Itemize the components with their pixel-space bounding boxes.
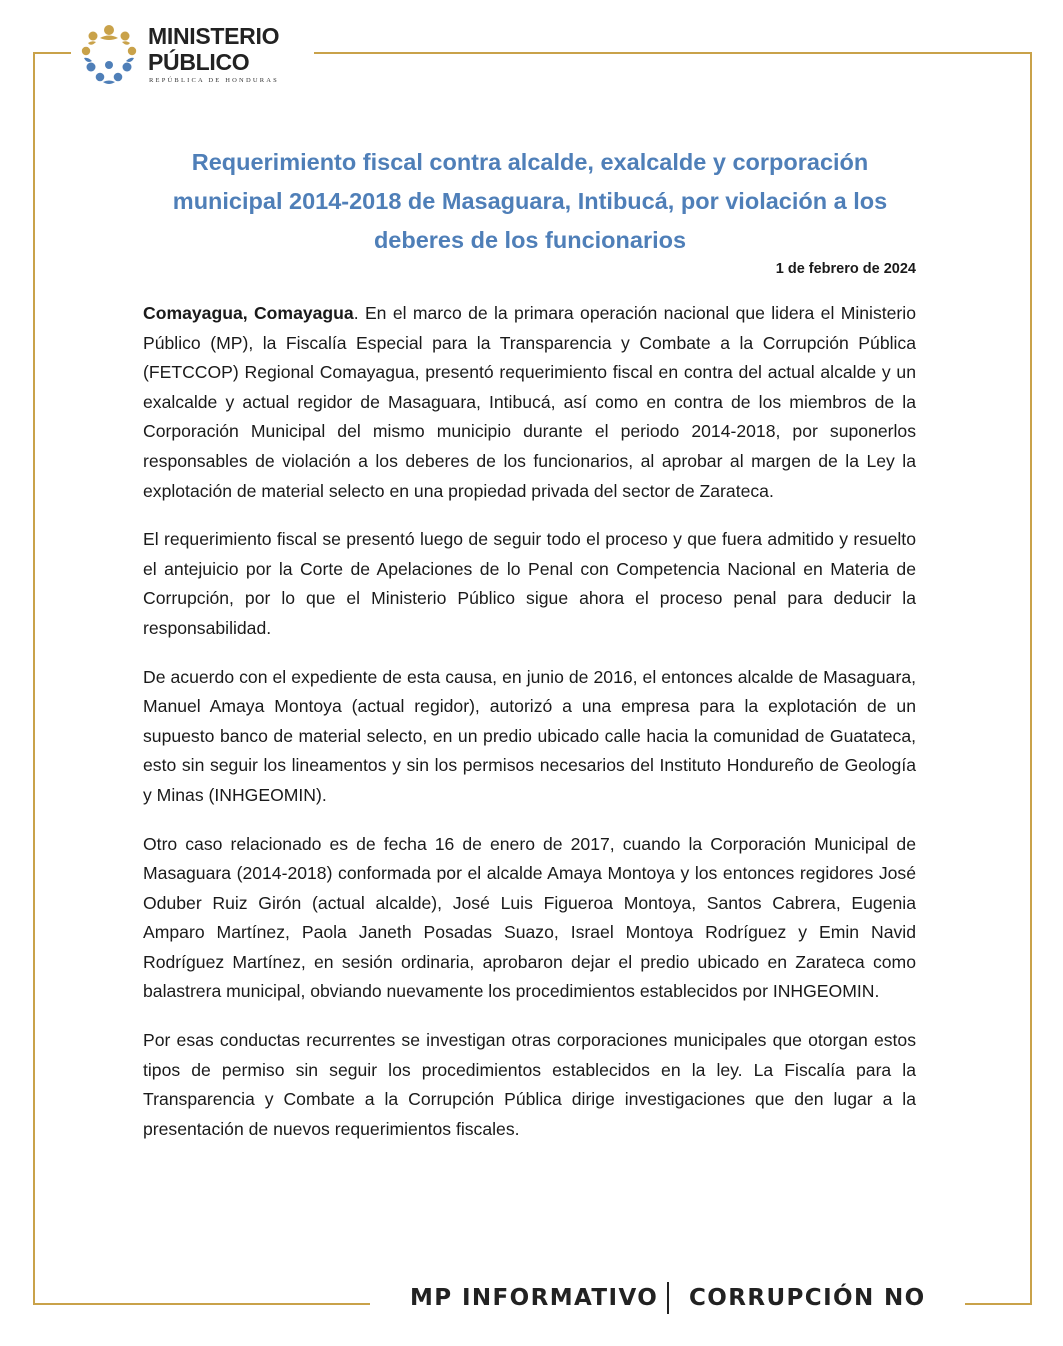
- paragraph-5: Por esas conductas recurrentes se investigan otras corporaciones municipales que otorgan estos tipos de permiso sin seguir los procedimientos establecidos en la ley. La Fiscalía para la Transparencia y Combate a la Corrupción Pública dirige investigaciones que den lugar a la presentación de nuevos requerimientos fiscales.: [143, 1030, 916, 1139]
- paragraph-2: El requerimiento fiscal se presentó luego de seguir todo el proceso y que fuera admitido y resuelto el antejuicio por la Corte de Apelaciones de lo Penal con Competencia Nacional en Materia de Corrupción, por lo que el Ministerio Público sigue ahora el proceso penal para deducir la responsabilidad.: [143, 529, 916, 638]
- frame-top-right-line: [312, 52, 1032, 54]
- logo-text-line2: PÚBLICO: [148, 49, 250, 75]
- frame-right-line: [1030, 52, 1032, 1305]
- footer-right-text: CORRUPCIÓN NO: [689, 1285, 926, 1311]
- footer-left-text: MP INFORMATIVO: [410, 1285, 659, 1311]
- article-body: [143, 299, 916, 1163]
- article-date: 1 de febrero de 2024: [775, 261, 916, 277]
- paragraph-3: De acuerdo con el expediente de esta causa, en junio de 2016, el entonces alcalde de Masaguara, Manuel Amaya Montoya (actual regidor), autorizó a una empresa para la explotación de un supuesto banco de material selecto, en un predio ubicado calle hacia la comunidad de Guatateca, esto sin seguir los lineamentos y sin los permisos necesarios del Instituto Hondureño de Geología y Minas (INHGEOMIN).: [143, 666, 916, 805]
- dateline: Comayagua, Comayagua: [143, 303, 354, 323]
- circle-of-people-icon: [76, 20, 142, 86]
- footer-separator: [667, 1282, 669, 1314]
- article-title: Requerimiento fiscal contra alcalde, exalcalde y corporación municipal 2014-2018 de Masaguara, Intibucá, por violación a los deberes de los funcionarios: [172, 149, 888, 253]
- frame-top-left-line: [33, 52, 71, 54]
- frame-bottom-right-line: [965, 1303, 1032, 1305]
- paragraph-1-text: . En el marco de la primara operación nacional que lidera el Ministerio Público (MP), la Fiscalía Especial para la Transparencia y Combate a la Corrupción Pública (FETCCOP) Regional Comayagua, presentó requerimiento fiscal en contra del actual alcalde y un exalcalde y actual regidor de Masaguara, Intibucá, así como en contra de los miembros de la Corporación Municipal del mismo municipio durante el periodo 2014-2018, por suponerlos responsables de violación a los deberes de los funcionarios, al aprobar al margen de la Ley la explotación de material selecto en una propiedad privada del sector de Zarateca.: [143, 303, 916, 501]
- ministerio-publico-logo: [74, 16, 314, 88]
- frame-bottom-left-line: [33, 1303, 370, 1305]
- paragraph-1: [143, 299, 916, 506]
- paragraph-4: Otro caso relacionado es de fecha 16 de enero de 2017, cuando la Corporación Municipal de Masaguara (2014-2018) conformada por el alcalde Amaya Montoya y los entonces regidores José Oduber Ruiz Girón (actual alcalde), José Luis Figueroa Montoya, Santos Cabrera, Eugenia Amparo Martínez, Paola Janeth Posadas Suazo, Israel Montoya Rodríguez y Emin Navid Rodríguez Martínez, en sesión ordinaria, aprobaron dejar el predio ubicado en Zarateca como balastrera municipal, obviando nuevamente los procedimientos establecidos por INHGEOMIN.: [143, 833, 916, 1002]
- footer-slogan: [410, 1282, 926, 1316]
- logo-text-line1: MINISTERIO: [148, 23, 280, 49]
- logo-subtitle: REPÚBLICA DE HONDURAS: [149, 77, 279, 84]
- frame-left-line: [33, 52, 35, 1305]
